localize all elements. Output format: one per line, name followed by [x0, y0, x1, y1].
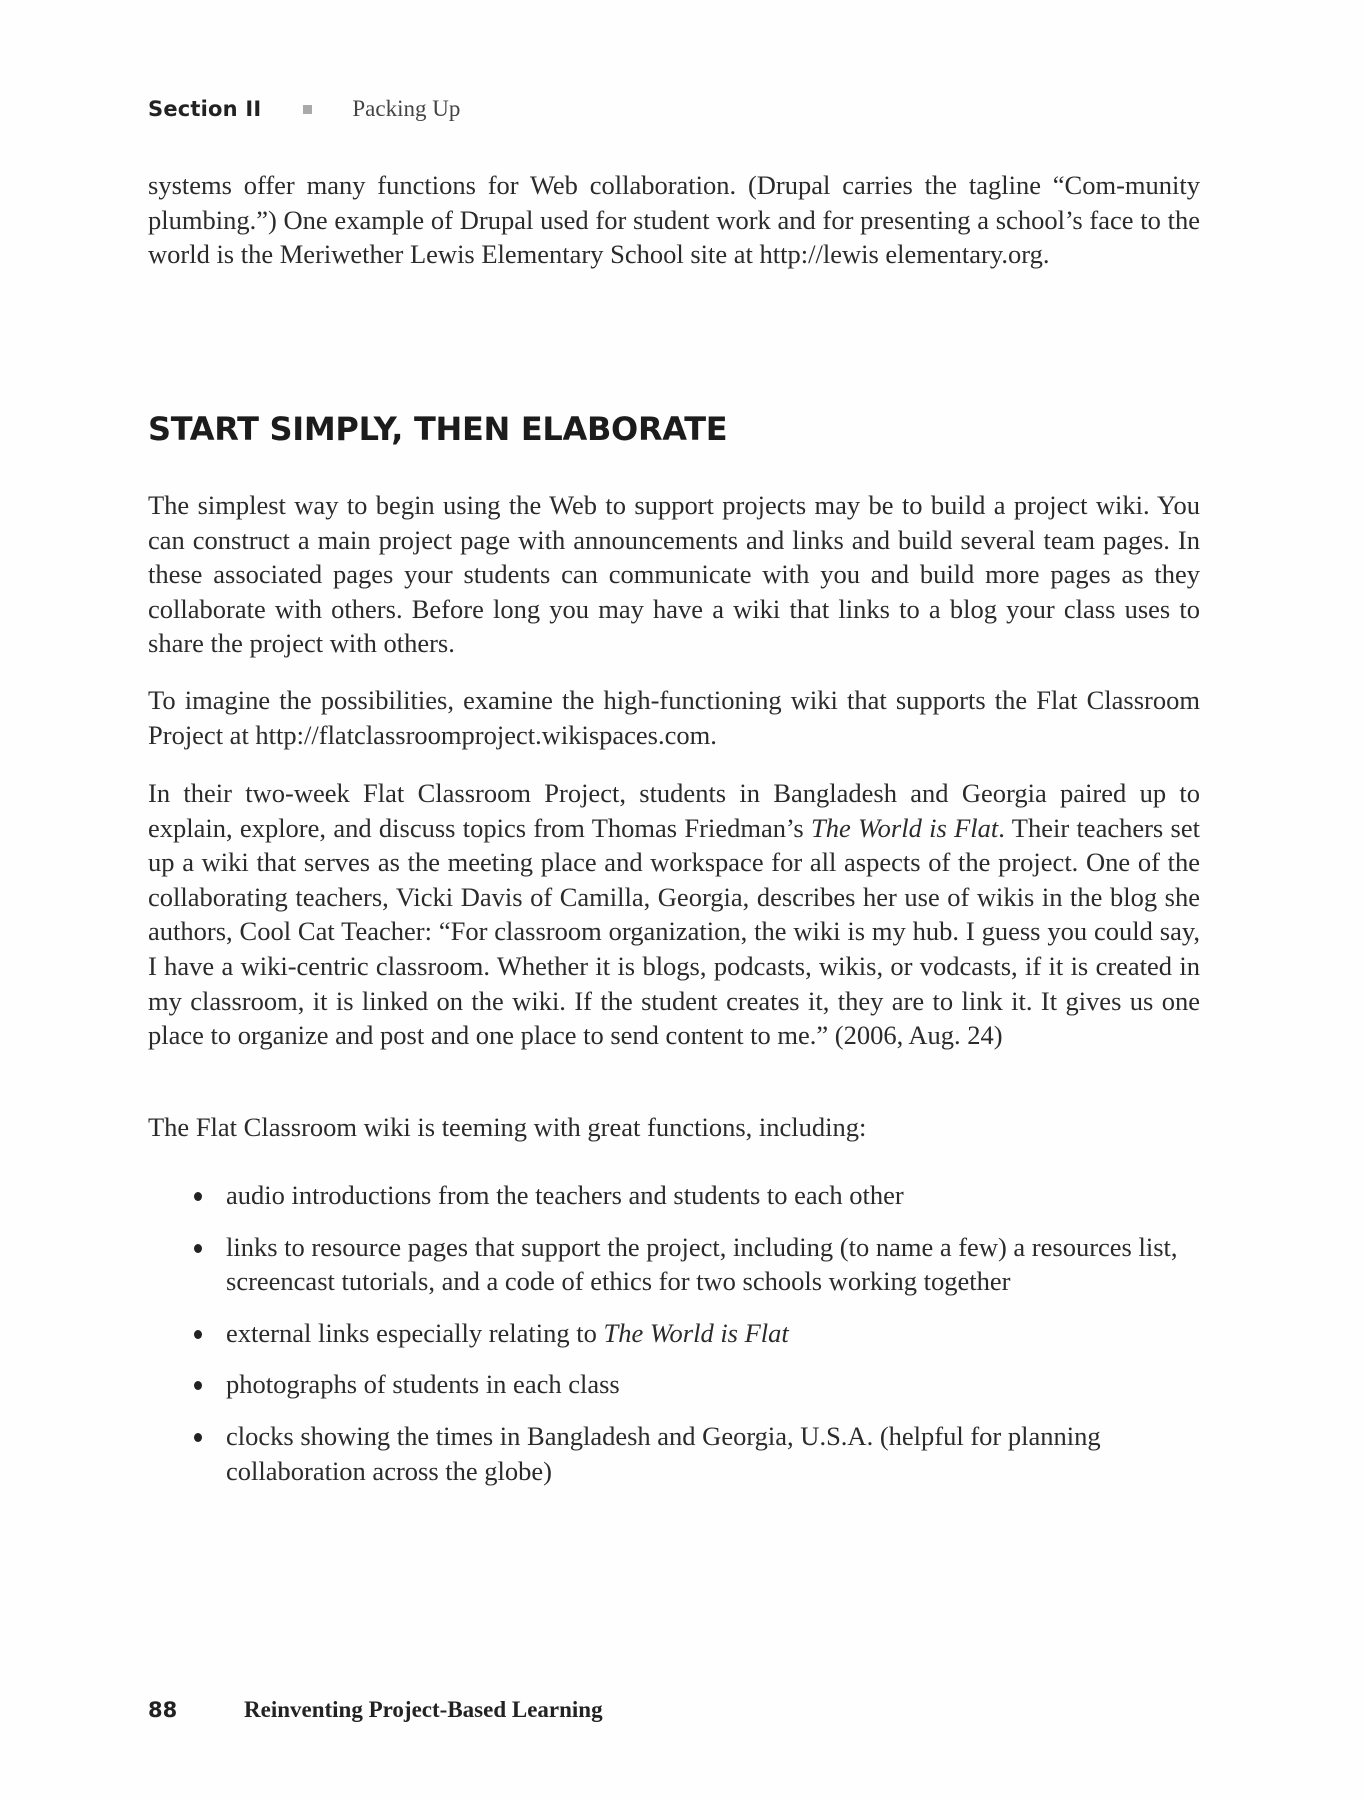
section-label: Section II — [148, 97, 262, 121]
square-bullet-icon — [303, 105, 312, 114]
list-item-text: audio introductions from the teachers and students to each other — [226, 1180, 904, 1210]
bullet-icon — [194, 1330, 202, 1339]
list-item — [190, 1419, 1200, 1488]
paragraph-text: . Their teachers set up a wiki that serves as the meeting place and workspace for all aspects of the project. One of the collaborating teachers, Vicki Davis of Camilla, Georgia, describes her use of wikis in the blog she authors, Cool Cat Teacher: “For classroom organization, the wiki is my hub. I guess you could say, I have a wiki-centric classroom. Whether it is blogs, podcasts, wikis, or vodcasts, if it is created in my classroom, it is linked on the wiki. If the student creates it, they are to link it. It gives us one place to organize and post and one place to send content to me.” (2006, Aug. 24) — [148, 812, 1200, 1051]
bullet-icon — [194, 1433, 202, 1442]
list-item-text: photographs of students in each class — [226, 1369, 620, 1400]
page-number: 88 — [148, 1698, 178, 1722]
list-item — [190, 1178, 1200, 1213]
paragraph-project-wiki: The simplest way to begin using the Web to support projects may be to build a project wiki. You can construct a main project page with announcements and links and build several team pages. In these associated pages your students can communicate with you and build more pages as they collaborate with others. Before long you may have a wiki that links to a blog your class uses to share the project with others. — [148, 490, 1200, 659]
bullet-icon — [194, 1244, 202, 1253]
functions-list — [190, 1178, 1200, 1505]
chapter-title: Packing Up — [352, 96, 461, 121]
book-title-italic: The World is Flat — [603, 1317, 789, 1348]
bullet-icon — [194, 1192, 202, 1201]
running-head — [148, 94, 460, 124]
page-footer — [148, 1697, 603, 1723]
list-item-text: external links especially relating to — [226, 1317, 604, 1348]
book-title-italic: The World is Flat — [810, 812, 999, 843]
list-item-text: links to resource pages that support the project, including (to name a few) a resources list, screencast tutorials, and a code of ethics for two schools working together — [226, 1231, 1178, 1297]
section-heading: START SIMPLY, THEN ELABORATE — [148, 410, 728, 448]
list-item — [190, 1367, 1200, 1402]
book-title: Reinventing Project-Based Learning — [244, 1697, 603, 1722]
paragraph-functions-intro: The Flat Classroom wiki is teeming with great functions, including: — [148, 1112, 867, 1142]
paragraph-drupal: systems offer many functions for Web collaboration. (Drupal carries the tagline “Com-munity plumbing.”) One example of Drupal used for student work and for presenting a school’s face to the world is the Meriwether Lewis Elementary School site at http://lewis elementary.org. — [148, 170, 1200, 270]
bullet-icon — [194, 1381, 202, 1390]
paragraph-possibilities: To imagine the possibilities, examine the high-functioning wiki that supports the Flat Classroom Project at http://flatclassroomproject.wikispaces.com. — [148, 685, 1200, 750]
list-item — [190, 1230, 1200, 1299]
paragraph-flat-classroom — [148, 776, 1200, 1053]
list-item-text: clocks showing the times in Bangladesh and Georgia, U.S.A. (helpful for planning collaboration across the globe) — [226, 1420, 1101, 1486]
paragraph-text: In their two-week Flat Classroom Project, students in Bangladesh and Georgia paired up to explain, explore, and discuss topics from Thomas Friedman’s — [148, 778, 1200, 843]
list-item — [190, 1316, 1200, 1351]
